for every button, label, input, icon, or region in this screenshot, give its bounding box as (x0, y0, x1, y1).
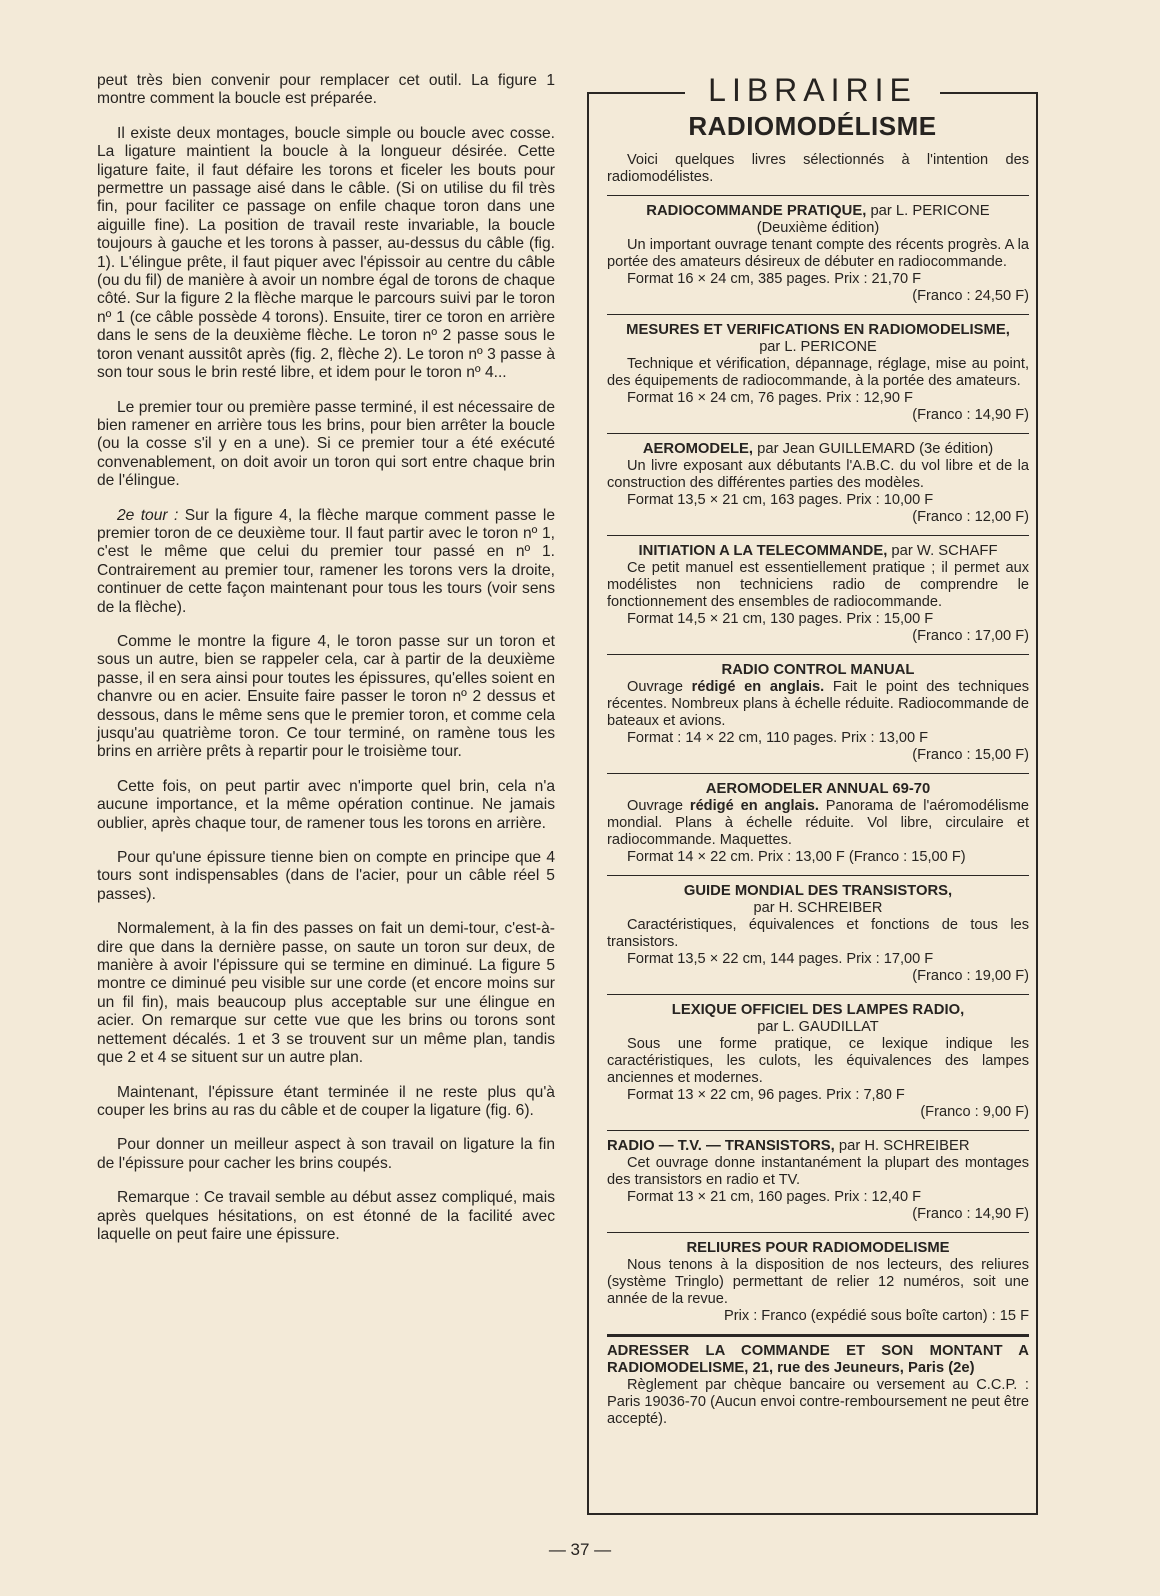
article-paragraph: Pour donner un meilleur aspect à son travail on ligature la fin de l'épissure pour cacher les brins coupés. (97, 1136, 555, 1172)
article-paragraph: Maintenant, l'épissure étant terminée il ne reste plus qu'à couper les brins au ras du câble et de couper la ligature (fig. 6). (97, 1083, 555, 1119)
book-title: RADIO — T.V. — TRANSISTORS, par H. SCHREIBER (607, 1138, 970, 1154)
book-title: MESURES ET VERIFICATIONS EN RADIOMODELISME, (626, 322, 1010, 338)
book-title: RADIO CONTROL MANUAL (721, 662, 915, 678)
book-description: Un important ouvrage tenant compte des récents progrès. A la portée des amateurs désireux de débuter en radiocommande. (607, 237, 1029, 270)
book-franco-price: (Franco : 14,90 F) (912, 407, 1029, 423)
book-entry (607, 773, 1029, 866)
bookshop-intro: Voici quelques livres sélectionnés à l'intention des radiomodélistes. (607, 152, 1029, 185)
book-title: RADIOCOMMANDE PRATIQUE, par L. PERICONE (646, 203, 990, 219)
book-description: Un livre exposant aux débutants l'A.B.C. du vol libre et de la construction des différentes parties des modèles. (607, 458, 1029, 491)
book-title: RELIURES POUR RADIOMODELISME (686, 1240, 950, 1256)
book-format: Format 13,5 × 21 cm, 163 pages. Prix : 10,00 F (627, 492, 934, 508)
book-description: Caractéristiques, équivalences et fonctions de tous les transistors. (607, 917, 1029, 950)
book-franco-price: (Franco : 17,00 F) (912, 628, 1029, 644)
book-title: LEXIQUE OFFICIEL DES LAMPES RADIO, (671, 1002, 965, 1018)
book-title: GUIDE MONDIAL DES TRANSISTORS, (683, 883, 953, 899)
book-format: Prix : Franco (expédié sous boîte carton) : 15 F (724, 1308, 1029, 1324)
book-list (607, 152, 1029, 1428)
book-entry (607, 195, 1029, 305)
article-paragraph (97, 507, 555, 617)
book-entry (607, 314, 1029, 424)
book-entry (607, 535, 1029, 645)
article-paragraph: Cette fois, on peut partir avec n'importe quel brin, cela n'a aucune importance, et la même opération continue. Ne jamais oublier, après chaque tour, de ramener tous les torons en arrière. (97, 777, 555, 832)
book-franco-price: (Franco : 12,00 F) (912, 509, 1029, 525)
article-column (97, 72, 555, 1260)
book-title: AEROMODELE, par Jean GUILLEMARD (3e édition) (642, 441, 994, 457)
article-paragraph: Normalement, à la fin des passes on fait un demi-tour, c'est-à-dire que dans la dernière passe, on saute un toron sur deux, de manière à avoir l'épissure qui se termine en diminué. La figure 5 montre ce diminué peu visible sur une corde (et encore moins sur un fil fin), mais beaucoup plus acceptable sur une élingue en acier. On remarque sur cette vue que les brins ou torons sont nettement décalés. 1 et 3 se trouvent sur un même plan, tandis que 2 et 4 se situent sur un autre plan. (97, 920, 555, 1067)
radiomodelisme-title: RADIOMODÉLISME (688, 111, 937, 141)
book-entry (607, 875, 1029, 985)
second-round-label: 2e tour : (117, 506, 179, 524)
order-instructions (607, 1334, 1029, 1428)
article-paragraph: Pour qu'une épissure tienne bien on compte en principe que 4 tours sont indispensables (dans de l'acier, pour un câble réel 5 passes). (97, 849, 555, 903)
book-format: Format 16 × 24 cm, 385 pages. Prix : 21,70 F (627, 271, 922, 287)
book-description: Ce petit manuel est essentiellement pratique ; il permet aux modélistes non techniciens radio de comprendre le fonctionnement des ensembles de radiocommande. (607, 560, 1029, 610)
book-franco-price: (Franco : 19,00 F) (912, 968, 1029, 984)
book-format: Format : 14 × 22 cm, 110 pages. Prix : 13,00 F (627, 730, 929, 746)
book-format: Format 13 × 21 cm, 160 pages. Prix : 12,40 F (627, 1189, 922, 1205)
book-format: Format 13,5 × 22 cm, 144 pages. Prix : 17,00 F (627, 951, 934, 967)
book-author: par L. PERICONE (759, 339, 877, 355)
book-format: Format 14 × 22 cm. Prix : 13,00 F (Franco : 15,00 F) (627, 849, 966, 865)
book-format: Format 16 × 24 cm, 76 pages. Prix : 12,90 F (627, 390, 913, 406)
book-title: AEROMODELER ANNUAL 69-70 (705, 781, 931, 797)
book-franco-price: (Franco : 14,90 F) (912, 1206, 1029, 1222)
book-entry (607, 994, 1029, 1121)
book-description: Ouvrage rédigé en anglais. Fait le point des techniques récentes. Nombreux plans à échelle réduite. Radiocommande de bateaux et avions. (607, 679, 1029, 729)
book-title: INITIATION A LA TELECOMMANDE, par W. SCHAFF (638, 543, 998, 559)
book-entry (607, 1130, 1029, 1223)
librairie-title: LIBRAIRIE (708, 72, 917, 108)
book-franco-price: (Franco : 9,00 F) (920, 1104, 1029, 1120)
book-author: par L. GAUDILLAT (757, 1019, 879, 1035)
book-author: par H. SCHREIBER (753, 900, 883, 916)
book-description: Nous tenons à la disposition de nos lecteurs, des reliures (système Tringlo) permettant de relier 12 numéros, soit une année de la revue. (607, 1257, 1029, 1307)
book-description: Technique et vérification, dépannage, réglage, mise au point, des équipements de radiocommande, à la portée des amateurs. (607, 356, 1029, 389)
article-paragraph: Le premier tour ou première passe terminé, il est nécessaire de bien ramener en arrière tous les brins, pour bien arrêter la boucle (ou la cosse s'il y en a une). Si ce premier tour a été exécuté convenablement, on doit avoir un toron qui sort entre chaque brin de l'élingue. (97, 398, 555, 490)
book-franco-price: (Franco : 15,00 F) (912, 747, 1029, 763)
book-entry (607, 433, 1029, 526)
book-description: Ouvrage rédigé en anglais. Panorama de l'aéromodélisme mondial. Plans à échelle réduite. Vol libre, circulaire et radiocommande. Maquettes. (607, 798, 1029, 848)
book-format: Format 13 × 22 cm, 96 pages. Prix : 7,80 F (627, 1087, 905, 1103)
book-description: Sous une forme pratique, ce lexique indique les caractéristiques, les culots, les équivalences des lampes anciennes et modernes. (607, 1036, 1029, 1086)
book-entry (607, 654, 1029, 764)
article-paragraph: peut très bien convenir pour remplacer cet outil. La figure 1 montre comment la boucle est préparée. (97, 72, 555, 108)
book-format: Format 14,5 × 21 cm, 130 pages. Prix : 15,00 F (627, 611, 934, 627)
book-franco-price: (Franco : 24,50 F) (912, 288, 1029, 304)
article-paragraph: Il existe deux montages, boucle simple ou boucle avec cosse. La ligature maintient la boucle à la longueur désirée. Cette ligature faite, il faut défaire les torons et ficeler les bouts pour permettre un passage aisé dans le câble. (Si on utilise du fil très fin, pour faciliter ce passage on enfile chaque toron dans une aiguille fine). La position de travail reste invariable, la boucle toujours à gauche et les torons à passer, au-dessus du câble (fig. 1). L'élingue prête, il faut piquer avec l'épissoir au centre du câble (ou du fil) de manière à avoir un nombre égal de torons de chaque côté. Sur la figure 2 la flèche marque le parcours suivi par le toron nº 1 (ce câble possède 4 torons). Ensuite, tirer ce toron en arrière dans le sens de la deuxième flèche. Le toron nº 2 passe sous le toron venant aussitôt après (fig. 2, flèche 2). Le toron nº 3 passe à son tour sous le brin resté libre, et idem pour le toron nº 4... (97, 124, 555, 382)
payment-terms: Règlement par chèque bancaire ou versement au C.C.P. : Paris 19036-70 (Aucun envoi contre-remboursement ne peut être accepté). (607, 1377, 1029, 1427)
book-entry (607, 1232, 1029, 1325)
article-paragraph: Comme le montre la figure 4, le toron passe sur un toron et sous un autre, bien se rappeler cela, car à partir de la deuxième passe, il en sera ainsi pour toutes les épissures, qu'elles soient en chanvre ou en acier. Ensuite faire passer le toron nº 2 dessus et dessous, dans le même sens que le premier toron, et comme cela jusqu'au quatrième toron. Ce tour terminé, on ramène tous les brins en arrière prêts à repartir pour le troisième tour. (97, 632, 555, 761)
article-paragraph: Remarque : Ce travail semble au début assez compliqué, mais après quelques hésitations, on est étonné de la facilité avec laquelle on peut faire une épissure. (97, 1189, 555, 1243)
order-address: ADRESSER LA COMMANDE ET SON MONTANT A RADIOMODELISME, 21, rue des Jeuneurs, Paris (2e) (607, 1343, 1029, 1376)
page-number: — 37 — (548, 1540, 612, 1559)
book-description: Cet ouvrage donne instantanément la plupart des montages des transistors en radio et TV. (607, 1155, 1029, 1188)
article-text: Sur la figure 4, la flèche marque comment passe le premier toron de ce deuxième tour. Il faut partir avec le toron nº 1, c'est le même que celui du premier tour passé en nº 1. Contrairement au premier tour, ramener les torons vers la droite, continuer de cette façon maintenant pour tous les tours (voir sens de la flèche). (97, 506, 555, 616)
book-edition: (Deuxième édition) (756, 220, 880, 236)
